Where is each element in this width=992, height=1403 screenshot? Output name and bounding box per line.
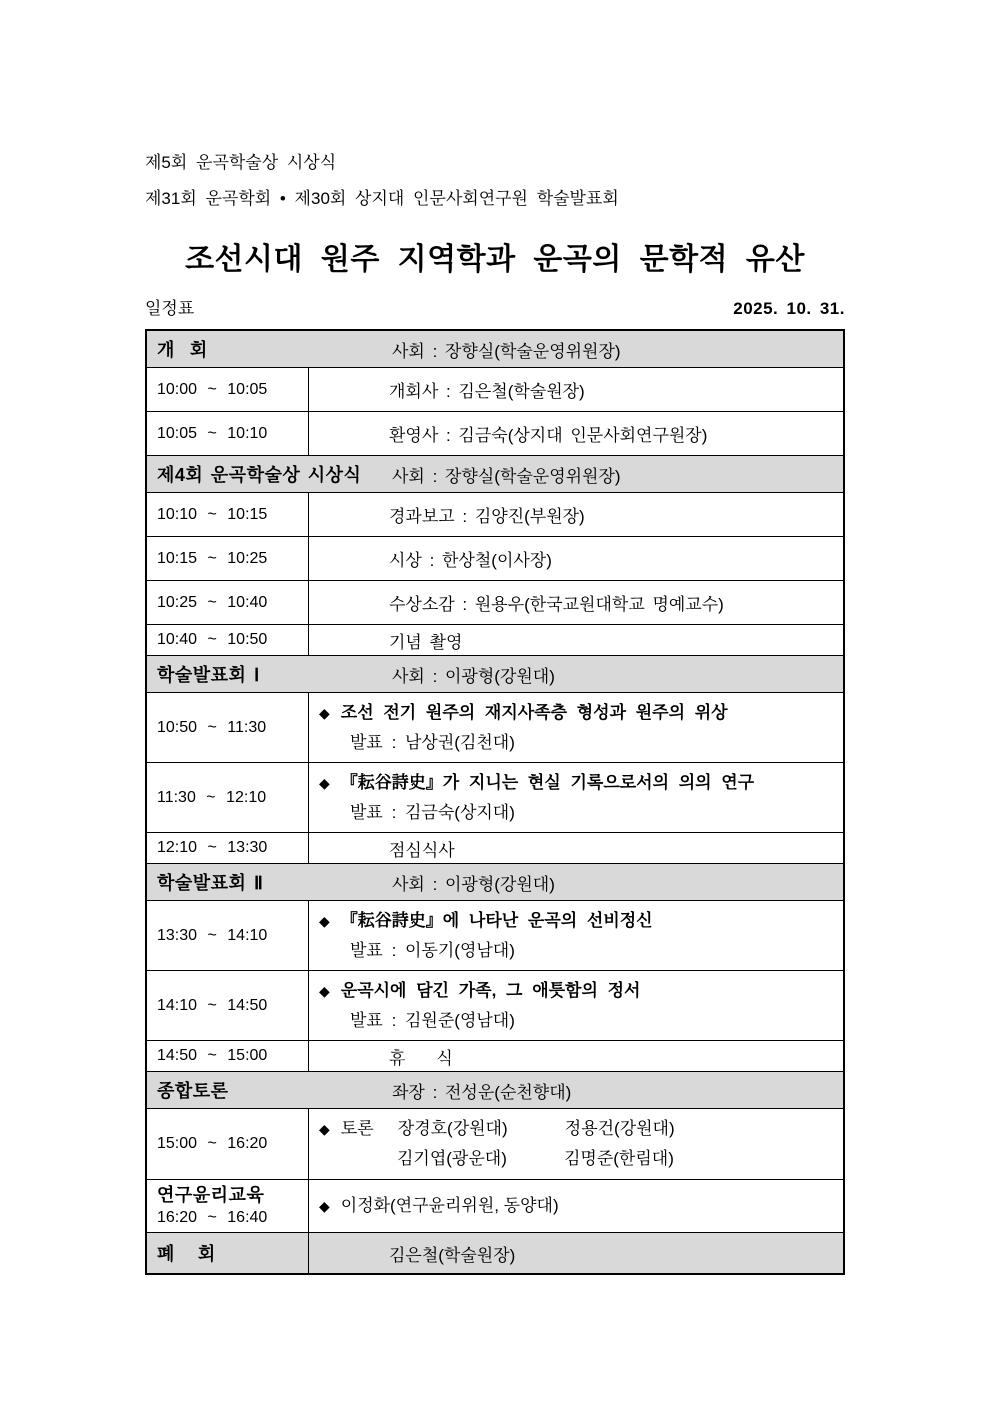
presenter: 발표 : 남상권(김천대)	[350, 733, 515, 752]
schedule-row	[147, 581, 843, 625]
event-text: 시상 : 한상철(이사장)	[389, 551, 552, 570]
schedule-label: 일정표	[145, 299, 195, 318]
presenter: 발표 : 김원준(영남대)	[350, 1011, 515, 1030]
page-subtitle-line1: 제5회 운곡학술상 시상식	[145, 153, 337, 172]
closing-label: 폐 회	[147, 1233, 309, 1273]
schedule-row	[147, 537, 843, 581]
time-cell: 10:40 ~ 10:50	[147, 625, 309, 655]
schedule-row	[147, 412, 843, 456]
discussion-label: 토론	[340, 1119, 374, 1138]
content-cell	[309, 1180, 843, 1232]
section-header-row-session1	[147, 656, 843, 693]
time-cell: 10:50 ~ 11:30	[147, 693, 309, 762]
presentation-title: 조선 전기 원주의 재지사족층 형성과 원주의 위상	[340, 703, 728, 722]
presentation-title-line	[319, 768, 754, 798]
ethics-content-line	[319, 1191, 559, 1221]
page-subtitle-line2: 제31회 운곡학회 • 제30회 상지대 인문사회연구원 학술발표회	[145, 189, 619, 208]
diamond-bullet-icon: ◆	[319, 775, 330, 791]
presentation-title-line	[319, 976, 640, 1006]
section-moderator: 사회 : 이광형(강원대)	[392, 874, 555, 894]
content-cell	[309, 763, 843, 832]
section-label: 학술발표회 Ⅰ	[157, 665, 260, 685]
time-cell: 10:25 ~ 10:40	[147, 581, 309, 624]
time-cell: 10:15 ~ 10:25	[147, 537, 309, 580]
ethics-label: 연구윤리교육	[157, 1185, 265, 1205]
event-text: 수상소감 : 원용우(한국교원대학교 명예교수)	[389, 595, 724, 614]
event-text: 환영사 : 김금숙(상지대 인문사회연구원장)	[389, 426, 708, 445]
content-cell	[309, 368, 843, 411]
content-cell	[309, 412, 843, 455]
section-label: 제4회 운곡학술상 시상식	[157, 465, 362, 485]
time-cell: 14:10 ~ 14:50	[147, 971, 309, 1040]
diamond-bullet-icon: ◆	[319, 1121, 330, 1137]
discussant: 김명준(한림대)	[564, 1149, 674, 1168]
content-cell	[309, 901, 843, 970]
schedule-row	[147, 368, 843, 412]
presentation-title-line	[319, 698, 728, 728]
presentation-row	[147, 971, 843, 1041]
schedule-row	[147, 1041, 843, 1072]
presenter: 발표 : 김금숙(상지대)	[350, 803, 515, 822]
ethics-speaker: 이정화(연구윤리위원, 동양대)	[340, 1196, 559, 1215]
event-text: 경과보고 : 김양진(부원장)	[389, 507, 585, 526]
event-date: 2025. 10. 31.	[733, 299, 845, 318]
time-cell: 13:30 ~ 14:10	[147, 901, 309, 970]
time-cell: 15:00 ~ 16:20	[147, 1109, 309, 1179]
schedule-table	[145, 329, 845, 1275]
presentation-title: 『耘谷詩史』에 나타난 운곡의 선비정신	[340, 911, 653, 930]
discussion-line-2	[397, 1144, 674, 1174]
page-title: 조선시대 원주 지역학과 운곡의 문학적 유산	[185, 243, 805, 276]
presenter: 발표 : 이동기(영남대)	[350, 941, 515, 960]
content-cell	[309, 833, 843, 863]
event-text: 개회사 : 김은철(학술원장)	[389, 382, 585, 401]
presentation-row	[147, 693, 843, 763]
diamond-bullet-icon: ◆	[319, 983, 330, 999]
event-text: 점심식사	[389, 840, 455, 860]
event-text: 김은철(학술원장)	[389, 1245, 516, 1265]
section-header-row-award	[147, 456, 843, 493]
content-cell	[309, 493, 843, 536]
content-cell	[309, 971, 843, 1040]
content-cell	[309, 537, 843, 580]
schedule-row	[147, 625, 843, 656]
presentation-title: 『耘谷詩史』가 지니는 현실 기록으로서의 의의 연구	[340, 773, 755, 792]
section-moderator: 사회 : 이광형(강원대)	[392, 666, 555, 686]
document-body	[145, 150, 845, 1275]
ethics-row	[147, 1180, 843, 1233]
section-moderator: 사회 : 장향실(학술운영위원장)	[392, 341, 621, 361]
presentation-title: 운곡시에 담긴 가족, 그 애틋함의 정서	[340, 981, 641, 1000]
discussant: 장경호(강원대)	[397, 1119, 508, 1138]
discussion-row	[147, 1109, 843, 1180]
diamond-bullet-icon: ◆	[319, 705, 330, 721]
content-cell	[309, 693, 843, 762]
content-cell	[309, 1041, 843, 1071]
discussant: 정용건(강원대)	[564, 1119, 675, 1138]
schedule-row	[147, 493, 843, 537]
section-label: 종합토론	[157, 1081, 229, 1101]
event-text: 기념 촬영	[389, 632, 463, 652]
content-cell	[309, 581, 843, 624]
section-header-row-session2	[147, 864, 843, 901]
time-cell: 14:50 ~ 15:00	[147, 1041, 309, 1071]
ethics-time: 16:20 ~ 16:40	[157, 1209, 268, 1226]
time-cell: 12:10 ~ 13:30	[147, 833, 309, 863]
content-cell	[309, 1109, 843, 1179]
time-cell: 10:05 ~ 10:10	[147, 412, 309, 455]
presentation-row	[147, 763, 843, 833]
section-moderator: 좌장 : 전성운(순천향대)	[392, 1082, 572, 1102]
content-cell	[309, 625, 843, 655]
schedule-row	[147, 833, 843, 864]
presentation-title-line	[319, 906, 653, 936]
section-label: 개 회	[157, 340, 208, 360]
discussant: 김기엽(광운대)	[397, 1149, 507, 1168]
section-header-row-discussion	[147, 1072, 843, 1109]
time-cell: 11:30 ~ 12:10	[147, 763, 309, 832]
presentation-row	[147, 901, 843, 971]
time-cell	[147, 1180, 309, 1232]
diamond-bullet-icon: ◆	[319, 1198, 330, 1214]
time-cell: 10:10 ~ 10:15	[147, 493, 309, 536]
time-cell: 10:00 ~ 10:05	[147, 368, 309, 411]
diamond-bullet-icon: ◆	[319, 913, 330, 929]
section-moderator: 사회 : 장향실(학술운영위원장)	[392, 466, 621, 486]
meta-row	[145, 294, 845, 319]
section-header-row-opening	[147, 331, 843, 368]
event-text: 휴 식	[389, 1048, 453, 1068]
section-label: 학술발표회 Ⅱ	[157, 873, 264, 893]
content-cell	[309, 1233, 843, 1273]
discussion-line-1	[319, 1114, 675, 1144]
closing-row	[147, 1233, 843, 1273]
